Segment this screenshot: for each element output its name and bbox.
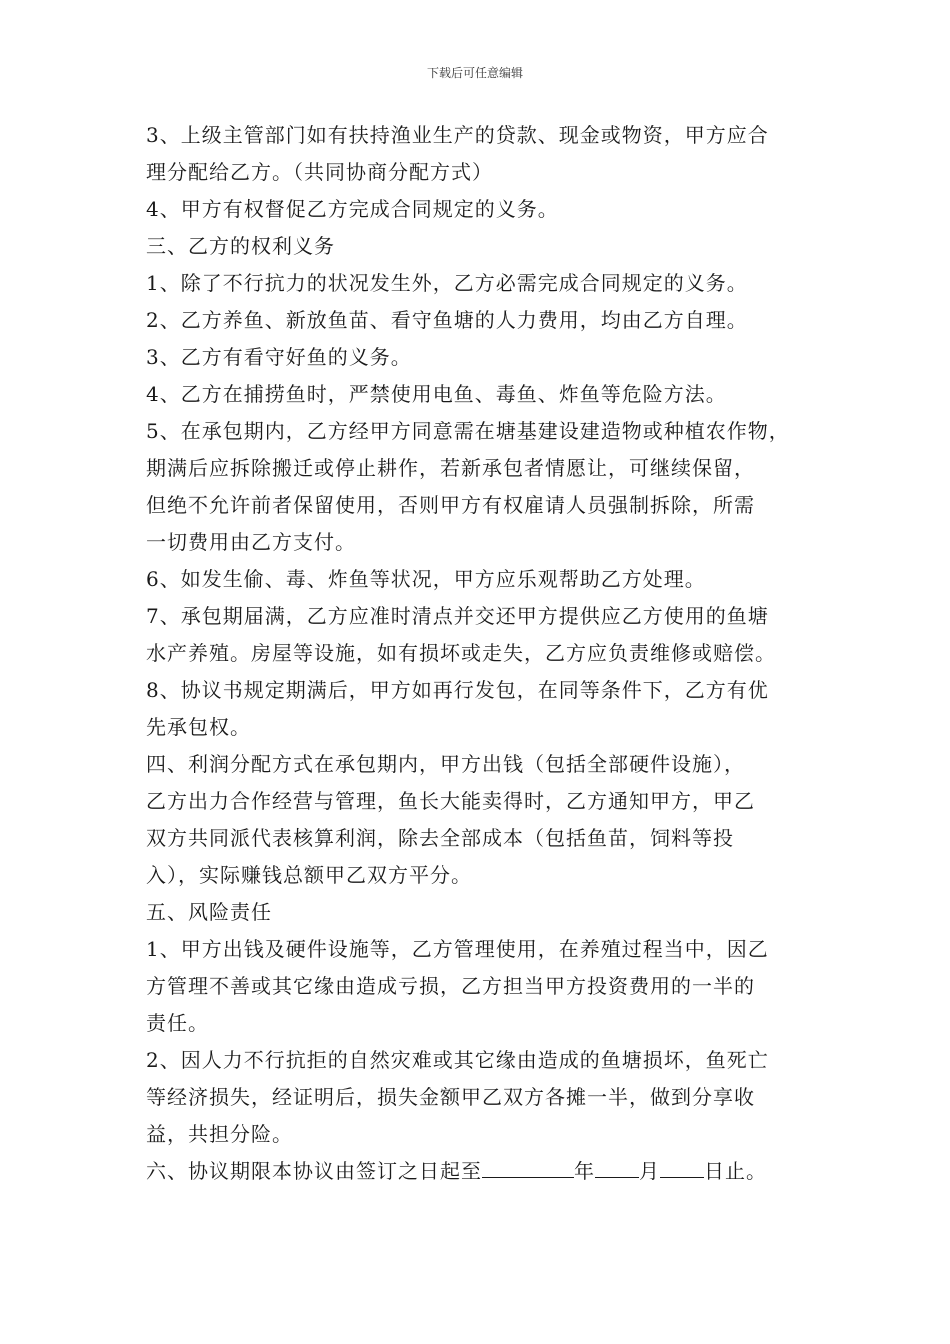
- text-line: 但绝不允许前者保留使用，否则甲方有权雇请人员强制拆除，所需: [146, 493, 755, 517]
- text-line: 3、上级主管部门如有扶持渔业生产的贷款、现金或物资，甲方应合: [146, 123, 769, 147]
- text-line: 3、乙方有看守好鱼的义务。: [146, 345, 412, 369]
- term-suffix: 日止。: [704, 1159, 767, 1183]
- text-line: 2、乙方养鱼、新放鱼苗、看守鱼塘的人力费用，均由乙方自理。: [146, 308, 748, 332]
- text-line: 2、因人力不行抗拒的自然灾难或其它缘由造成的鱼塘损坏，鱼死亡: [146, 1048, 769, 1072]
- text-line: 理分配给乙方。（共同协商分配方式）: [146, 160, 493, 184]
- term-prefix: 六、协议期限本协议由签订之日起至: [146, 1159, 482, 1183]
- text-line: 益，共担分险。: [146, 1122, 293, 1146]
- year-label: 年: [574, 1159, 595, 1183]
- year-blank: [482, 1155, 574, 1178]
- text-line: 等经济损失，经证明后，损失金额甲乙双方各摊一半，做到分享收: [146, 1085, 755, 1109]
- text-line: 7、承包期届满，乙方应准时清点并交还甲方提供应乙方使用的鱼塘: [146, 604, 769, 628]
- text-line: 5、在承包期内，乙方经甲方同意需在塘基建设建造物或种植农作物，: [146, 419, 790, 443]
- section-heading: 四、利润分配方式在承包期内，甲方出钱（包括全部硬件设施），: [146, 752, 745, 776]
- page-header: 下载后可任意编辑: [426, 66, 523, 80]
- text-line: 责任。: [146, 1011, 209, 1035]
- text-line: 1、甲方出钱及硬件设施等，乙方管理使用，在养殖过程当中，因乙: [146, 937, 769, 961]
- text-line: 期满后应拆除搬迁或停止耕作，若新承包者情愿让，可继续保留，: [146, 456, 755, 480]
- text-line: 1、除了不行抗力的状况发生外，乙方必需完成合同规定的义务。: [146, 271, 748, 295]
- text-line: 乙方出力合作经营与管理，鱼长大能卖得时，乙方通知甲方，甲乙: [146, 789, 755, 813]
- month-label: 月: [639, 1159, 660, 1183]
- text-line: 双方共同派代表核算利润，除去全部成本（包括鱼苗，饲料等投: [146, 826, 734, 850]
- text-line: 水产养殖。房屋等设施，如有损坏或走失，乙方应负责维修或赔偿。: [146, 641, 776, 665]
- text-line: 入），实际赚钱总额甲乙双方平分。: [146, 863, 472, 887]
- text-line: 一切费用由乙方支付。: [146, 530, 356, 554]
- text-line: 方管理不善或其它缘由造成亏损，乙方担当甲方投资费用的一半的: [146, 974, 755, 998]
- text-line: 4、乙方在捕捞鱼时，严禁使用电鱼、毒鱼、炸鱼等危险方法。: [146, 382, 727, 406]
- month-blank: [595, 1155, 639, 1178]
- text-line: 8、协议书规定期满后，甲方如再行发包，在同等条件下，乙方有优: [146, 678, 769, 702]
- section-heading: 三、乙方的权利义务: [146, 234, 335, 258]
- document-body: [146, 117, 826, 1190]
- day-blank: [660, 1155, 704, 1178]
- text-line: 先承包权。: [146, 715, 251, 739]
- text-line: 4、甲方有权督促乙方完成合同规定的义务。: [146, 197, 559, 221]
- section-heading: 五、风险责任: [146, 900, 272, 924]
- text-line: 6、如发生偷、毒、炸鱼等状况，甲方应乐观帮助乙方处理。: [146, 567, 706, 591]
- term-line: [146, 1153, 826, 1190]
